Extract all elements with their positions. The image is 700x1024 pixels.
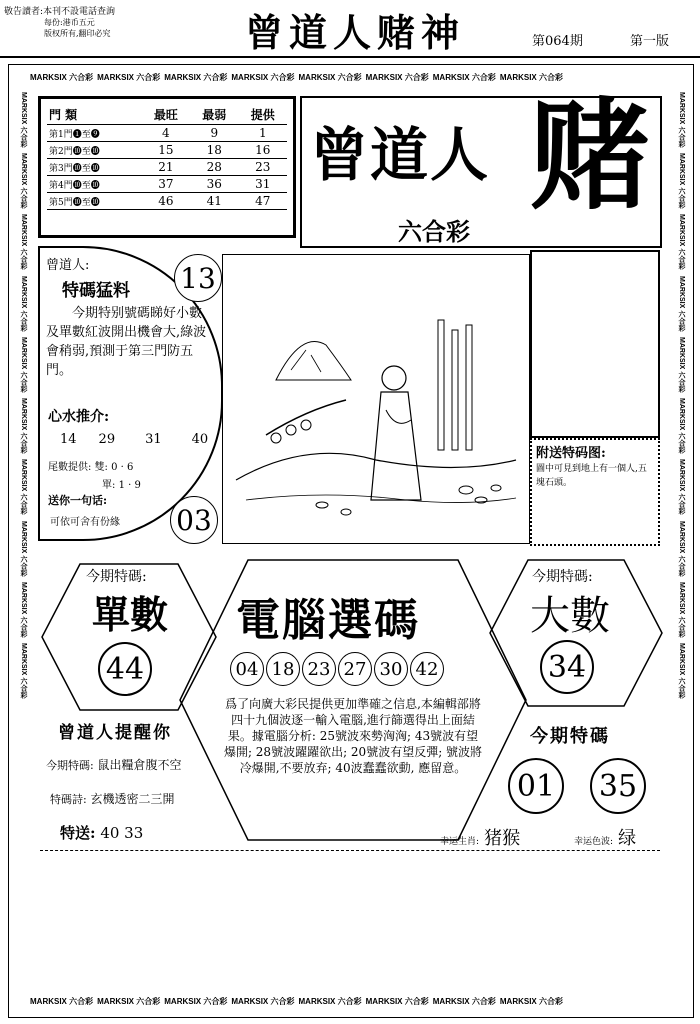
brand-tag: MARKSIX 六合彩 [231, 73, 295, 82]
brand-tag: MARKSIX 六合彩 [20, 643, 27, 699]
brand-tag: MARKSIX 六合彩 [231, 997, 295, 1006]
author-label: 曾道人: [46, 258, 90, 273]
brand-strip-top [30, 72, 563, 83]
bamboo-pole [438, 320, 444, 450]
brand-tag: MARKSIX 六合彩 [678, 520, 685, 576]
brand-tag: MARKSIX 六合彩 [97, 997, 161, 1006]
heart-number: 29 [98, 432, 116, 447]
table-row [47, 193, 287, 210]
panel-heading: 特碼猛料 [62, 281, 130, 301]
cell: 16 [239, 142, 287, 159]
special-number: 35 [590, 758, 646, 814]
cell: 37 [142, 176, 190, 193]
computer-number: 30 [374, 652, 408, 686]
brand-tag: MARKSIX 六合彩 [678, 459, 685, 515]
brand-strip-left [14, 92, 28, 698]
row-label: 第2門❿至❿ [47, 142, 142, 159]
mountain-shape [276, 342, 351, 380]
header-rule [0, 56, 700, 58]
cell: 1 [239, 125, 287, 142]
table-row [47, 176, 287, 193]
stats-table-box [38, 96, 296, 238]
notice-box [4, 4, 176, 44]
cell: 4 [142, 125, 190, 142]
cell: 28 [190, 159, 238, 176]
computer-text: 爲了向廣大彩民提供更加準確之信息,本編輯部將四十九個波逐一輸入電腦,進行篩選得出上面結果。據電腦分析: 25號波來勢洶洶; 43號波有望爆開; 28號波躍躍欲出; 20號波有望反彈; 號波將冷爆開,不要放弃; 40波蠢蠢欲動, 應留意。 [223, 697, 483, 775]
left-hex-value: 單數 [92, 592, 169, 637]
heart-title: 心水推介: [48, 409, 110, 425]
fruit [301, 420, 311, 430]
cell: 31 [239, 176, 287, 193]
brand-tag: MARKSIX 六合彩 [20, 214, 27, 270]
heart-number: 14 [60, 432, 77, 447]
panel-body: 今期特别號碼睇好小數及單數紅波開出機會大,綠波會稍弱,預測于第三門防五門。 [46, 306, 207, 378]
gift-numbers: 40 33 [100, 824, 144, 842]
cell: 18 [190, 142, 238, 159]
right-hex-title: 今期特碼: [532, 569, 593, 585]
stats-header: 最弱 [190, 105, 238, 125]
brand-tag: MARKSIX 六合彩 [678, 92, 685, 148]
masthead: 曾道人赌神 [244, 10, 465, 55]
cell: 23 [239, 159, 287, 176]
brand-tag: MARKSIX 六合彩 [678, 153, 685, 209]
brand-tag: MARKSIX 六合彩 [678, 398, 685, 454]
brand-tag: MARKSIX 六合彩 [678, 214, 685, 270]
brand-tag: MARKSIX 六合彩 [20, 336, 27, 393]
bonus-text: 圖中可見到地上有一個人,五塊石頭。 [536, 464, 647, 488]
stone [316, 502, 328, 508]
brand-tag: MARKSIX 六合彩 [499, 997, 563, 1006]
stats-header: 最旺 [142, 105, 190, 125]
edition-label: 第一版 [630, 34, 670, 49]
cell: 15 [142, 142, 190, 159]
figure-body [371, 392, 421, 500]
hill-line [236, 453, 516, 480]
brand-tag: MARKSIX 六合彩 [432, 73, 496, 82]
brand-tag: MARKSIX 六合彩 [678, 643, 685, 699]
tail-single: 1 · 9 [118, 480, 141, 491]
poem-text: 可依可舍有份緣 [50, 517, 120, 528]
cell: 9 [190, 125, 238, 142]
computer-number: 27 [338, 652, 372, 686]
special-title: 今期特碼 [530, 726, 610, 747]
cell: 36 [190, 176, 238, 193]
circle-number-bottom: 03 [170, 496, 218, 544]
brand-tag: MARKSIX 六合彩 [20, 459, 27, 515]
bonus-title: 附送特码图: [536, 446, 606, 461]
brand-tag: MARKSIX 六合彩 [30, 73, 94, 82]
brand-tag: MARKSIX 六合彩 [30, 997, 94, 1006]
brand-tag: MARKSIX 六合彩 [298, 997, 362, 1006]
lucky-color [574, 824, 636, 850]
mountain-shape [291, 350, 321, 372]
stats-table [47, 105, 287, 210]
brand-tag: MARKSIX 六合彩 [164, 73, 228, 82]
computer-number: 42 [410, 652, 444, 686]
left-hex-number: 44 [98, 642, 152, 696]
computer-numbers [230, 652, 444, 686]
lucky-animal [440, 824, 520, 850]
stats-header: 提供 [239, 105, 287, 125]
stats-header: 門 類 [47, 105, 142, 125]
right-hex-number: 34 [540, 640, 594, 694]
blank-image-box [530, 250, 660, 438]
gift-line [60, 822, 143, 843]
brand-tag: MARKSIX 六合彩 [20, 153, 27, 209]
brand-tag: MARKSIX 六合彩 [97, 73, 161, 82]
special-number: 01 [508, 758, 564, 814]
bamboo-pole [452, 330, 458, 450]
tail-row [48, 458, 133, 473]
heart-number: 31 [145, 432, 162, 447]
brand-tag: MARKSIX 六合彩 [678, 275, 685, 331]
cell: 47 [239, 193, 287, 210]
brand-tag: MARKSIX 六合彩 [20, 275, 27, 331]
brand-tag: MARKSIX 六合彩 [432, 997, 496, 1006]
bamboo-pole [466, 325, 472, 450]
stone [459, 486, 473, 494]
figure-head [382, 366, 406, 390]
brand-tag: MARKSIX 六合彩 [20, 520, 27, 576]
row-label: 第4門❿至❿ [47, 176, 142, 193]
stone [341, 509, 351, 515]
table-row [47, 142, 287, 159]
fruit [271, 433, 281, 443]
cell: 41 [190, 193, 238, 210]
brand-strip-bottom [30, 996, 563, 1007]
brand-strip-right [672, 92, 686, 698]
reminder-label: 特碼詩: [50, 793, 87, 806]
row-label: 第5門❿至❿ [47, 193, 142, 210]
heart-number: 40 [191, 432, 209, 447]
computer-number: 23 [302, 652, 336, 686]
cell: 21 [142, 159, 190, 176]
reminder-line [46, 756, 182, 773]
big-title-sub: 六合彩 [398, 217, 470, 246]
brand-tag: MARKSIX 六合彩 [678, 336, 685, 393]
reminder-title: 曾道人提醒你 [58, 723, 172, 743]
brand-tag: MARKSIX 六合彩 [678, 581, 685, 638]
left-hex-title: 今期特碼: [86, 569, 147, 585]
section-divider [40, 850, 660, 851]
table-row [47, 159, 287, 176]
table-row [47, 125, 287, 142]
reminder-text: 玄機透密二三開 [90, 792, 175, 806]
computer-number: 04 [230, 652, 264, 686]
illustration-image [226, 260, 526, 540]
circle-number-top: 13 [174, 254, 222, 302]
stone [491, 485, 501, 491]
heart-numbers [60, 432, 208, 447]
big-title-char: 赌 [530, 85, 650, 226]
row-label: 第1門❶至❾ [47, 125, 142, 142]
brand-tag: MARKSIX 六合彩 [20, 398, 27, 454]
brand-tag: MARKSIX 六合彩 [499, 73, 563, 82]
brand-tag: MARKSIX 六合彩 [164, 997, 228, 1006]
row-label: 第3門❿至❿ [47, 159, 142, 176]
brand-tag: MARKSIX 六合彩 [365, 73, 429, 82]
reminder-line [50, 790, 175, 807]
brand-tag: MARKSIX 六合彩 [298, 73, 362, 82]
tail-single-label: 單: [102, 480, 116, 491]
lucky-animal-value: 猪猴 [484, 828, 521, 849]
tail-label: 尾數提供: [48, 462, 92, 473]
reminder-text: 鼠出糧倉腹不空 [97, 758, 182, 772]
lucky-animal-label: 幸运生肖: [440, 837, 480, 847]
right-hex-value: 大數 [530, 593, 610, 639]
gift-label: 特送: [60, 824, 96, 842]
tail-row [102, 476, 141, 491]
lucky-color-value: 绿 [618, 828, 637, 849]
reminder-label: 今期特碼: [46, 759, 94, 772]
notice-line: 版权所有,翻印必究 [44, 29, 111, 38]
issue-number: 第064期 [532, 34, 583, 49]
brand-tag: MARKSIX 六合彩 [365, 997, 429, 1006]
notice-line: 敬告讀者:本刊不設電話查詢 [4, 7, 116, 17]
brand-tag: MARKSIX 六合彩 [20, 92, 27, 148]
notice-line: 每份:港币五元 [44, 18, 95, 27]
lucky-color-label: 幸运色波: [574, 837, 614, 847]
fruit [286, 425, 296, 435]
computer-number: 18 [266, 652, 300, 686]
cell: 46 [142, 193, 190, 210]
tail-double-label: 雙: [94, 462, 108, 473]
poem-title: 送你一句话: [48, 494, 108, 507]
computer-title: 電腦選碼 [236, 595, 420, 646]
big-title-text: 曾道人 [310, 121, 491, 189]
figure-arm [386, 410, 411, 423]
tail-double: 0 · 6 [111, 462, 134, 473]
brand-tag: MARKSIX 六合彩 [20, 581, 27, 638]
